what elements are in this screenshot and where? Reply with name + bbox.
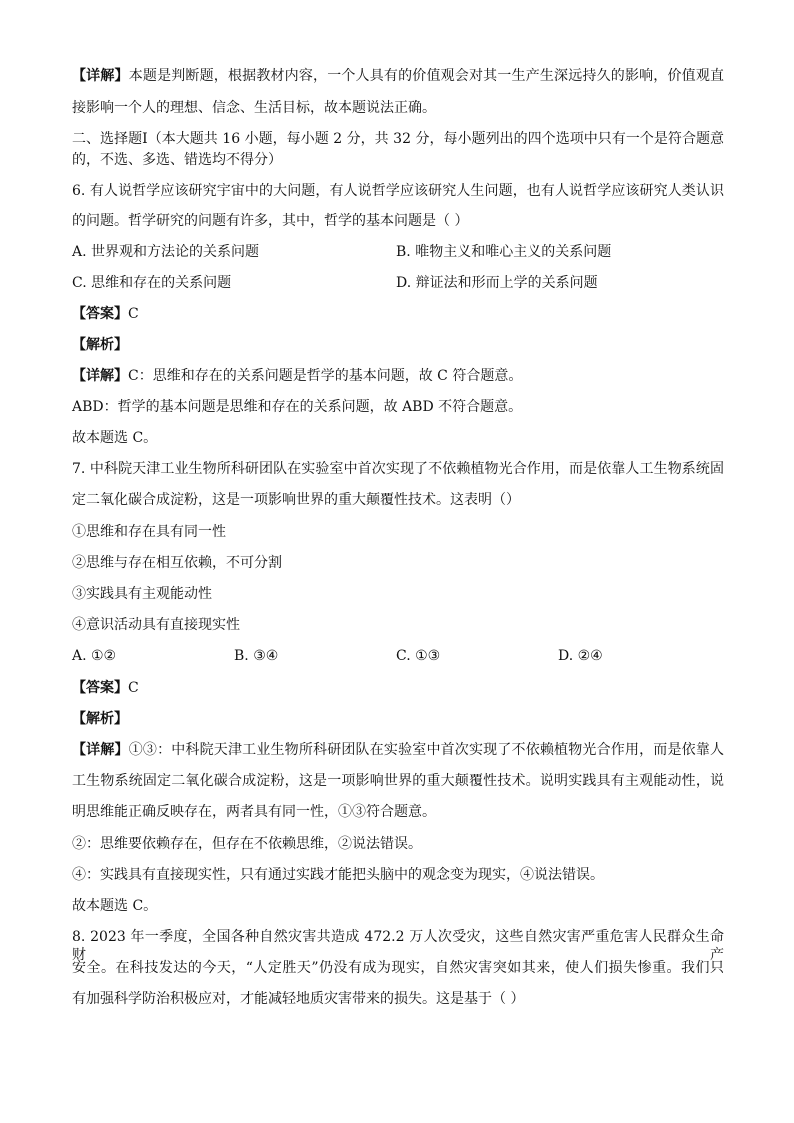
q6-answer-value: C — [128, 306, 139, 322]
q6-detail-line-1 — [72, 367, 724, 385]
q5-detail-text-1: 本题是判断题，根据教材内容，一个人具有的价值观会对其一生产生深远持久的影响，价值观直 — [128, 68, 725, 84]
q7-stem-line-2: 定二氧化碳合成淀粉，这是一项影响世界的重大颠覆性技术。这表明（） — [72, 492, 520, 508]
q7-answer-line — [72, 679, 724, 697]
q7-statement-1: ①思维和存在具有同一性 — [72, 524, 226, 540]
q7-option-d: D. ②④ — [558, 648, 603, 664]
section2-heading-line-2: 的，不选、多选、错选均不得分） — [72, 152, 282, 168]
q7-analysis-tag-text: 【解析】 — [72, 711, 128, 727]
q6-option-c: C. 思维和存在的关系问题 — [72, 275, 232, 291]
q6-detail-tag: 【详解】 — [72, 368, 128, 384]
q7-statement-2: ②思维与存在相互依赖，不可分割 — [72, 555, 282, 571]
q7-detail-line-2: 工生物系统固定二氧化碳合成淀粉，这是一项影响世界的重大颠覆性技术。说明实践具有主观能动性，说 — [72, 773, 724, 789]
q5-detail-tag: 【详解】 — [72, 68, 129, 84]
q6-answer-line — [72, 305, 724, 323]
q6-option-a: A. 世界观和方法论的关系问题 — [72, 244, 260, 260]
q7-answer-value: C — [128, 680, 139, 696]
q5-detail-line-1 — [72, 67, 724, 85]
q7-option-a: A. ①② — [72, 648, 117, 664]
q8-stem-line-1: 8. 2023 年一季度，全国各种自然灾害共造成 472.2 万人次受灾，这些自然灾害严重危害人民群众生命财产 — [72, 929, 724, 963]
q6-answer-tag: 【答案】 — [72, 306, 128, 322]
q7-stem-line-1: 7. 中科院天津工业生物所科研团队在实验室中首次实现了不依赖植物光合作用，而是依靠人工生物系统固 — [72, 461, 724, 477]
q7-option-c: C. ①③ — [396, 648, 441, 664]
q6-analysis-tag-text: 【解析】 — [72, 337, 128, 353]
q7-detail-line-1 — [72, 741, 724, 759]
q6-stem-line-1: 6. 有人说哲学应该研究宇宙中的大问题，有人说哲学应该研究人生问题，也有人说哲学应该研究人类认识 — [72, 183, 724, 199]
q6-conclusion: 故本题选 C。 — [72, 430, 158, 446]
q6-detail-text-1: C：思维和存在的关系问题是哲学的基本问题，故 C 符合题意。 — [128, 368, 523, 384]
q6-stem-line-2: 的问题。哲学研究的问题有许多，其中，哲学的基本问题是（ ） — [72, 213, 469, 229]
q8-stem-line-2: 安全。在科技发达的今天，“人定胜天”仍没有成为现实，自然灾害突如其来，使人们损失惨重。我们只 — [72, 960, 724, 976]
q7-detail-tag: 【详解】 — [72, 742, 129, 758]
q5-detail-line-2: 接影响一个人的理想、信念、生活目标，故本题说法正确。 — [72, 100, 436, 116]
q8-stem-line-3: 有加强科学防治积极应对，才能减轻地质灾害带来的损失。这是基于（ ） — [72, 991, 525, 1007]
q7-option-b: B. ③④ — [234, 648, 279, 664]
q7-detail-line-4: ②：思维要依赖存在，但存在不依赖思维，②说法错误。 — [72, 836, 422, 852]
q7-statement-4: ④意识活动具有直接现实性 — [72, 617, 240, 633]
q7-statement-3: ③实践具有主观能动性 — [72, 586, 212, 602]
q7-conclusion: 故本题选 C。 — [72, 898, 158, 914]
q7-detail-line-5: ④：实践具有直接现实性，只有通过实践才能把头脑中的观念变为现实，④说法错误。 — [72, 867, 604, 883]
q6-option-b: B. 唯物主义和唯心主义的关系问题 — [396, 244, 612, 260]
q6-option-d: D. 辩证法和形而上学的关系问题 — [396, 275, 598, 291]
q7-detail-line-3: 明思维能正确反映存在，两者具有同一性，①③符合题意。 — [72, 804, 436, 820]
q7-analysis-tag — [72, 710, 724, 728]
q6-analysis-tag — [72, 336, 724, 354]
q6-detail-line-2: ABD：哲学的基本问题是思维和存在的关系问题，故 ABD 不符合题意。 — [72, 399, 523, 415]
section2-heading-line-1: 二、选择题Ⅰ（本大题共 16 小题，每小题 2 分，共 32 分，每小题列出的四个选项中只有一个是符合题意 — [72, 131, 724, 147]
q7-detail-text-1: ①③：中科院天津工业生物所科研团队在实验室中首次实现了不依赖植物光合作用，而是依靠人 — [128, 742, 725, 758]
q7-answer-tag: 【答案】 — [72, 680, 128, 696]
